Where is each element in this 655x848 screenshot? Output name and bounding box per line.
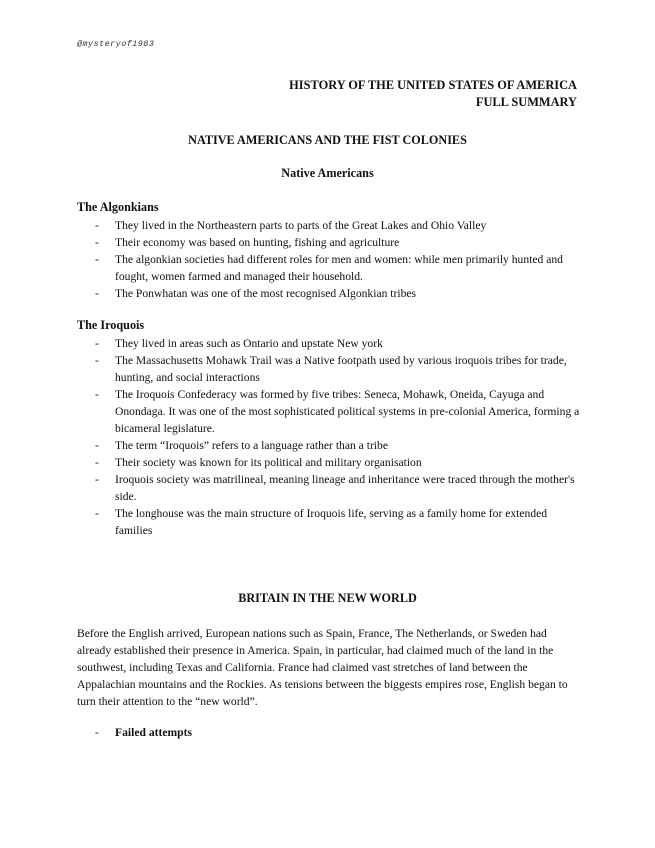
document-title (289, 77, 577, 111)
author-watermark: @mysteryof1983 (77, 39, 155, 49)
title-line-1: HISTORY OF THE UNITED STATES OF AMERICA (289, 78, 577, 92)
list-item: - They lived in areas such as Ontario and upstate New york (95, 337, 383, 350)
list-item: - The longhouse was the main structure of Iroquois life, serving as a family home for extended families (95, 507, 548, 537)
list-item: - The Massachusetts Mohawk Trail was a Native footpath used by various iroquois tribes for trade, hunting, and social interactions (95, 354, 567, 384)
algonkians-list (77, 217, 582, 302)
failed-attempts-item: - Failed attempts (95, 726, 192, 739)
britain-heading: BRITAIN IN THE NEW WORLD (238, 591, 417, 605)
algonkians-heading: The Algonkians (77, 200, 159, 214)
list-item: - The Ponwhatan was one of the most recognised Algonkian tribes (95, 287, 417, 300)
list-item: - Iroquois society was matrilineal, meaning lineage and inheritance were traced through the mother's side. (95, 473, 575, 503)
list-item: - The Iroquois Confederacy was formed by five tribes: Seneca, Mohawk, Oneida, Cayuga and Onondaga. It was one of the most sophisticated political systems in pre-colonial America, forming a bicameral legislature. (95, 388, 580, 435)
title-line-2: FULL SUMMARY (475, 95, 577, 109)
iroquois-list (77, 335, 582, 539)
list-item: - Their economy was based on hunting, fishing and agriculture (95, 236, 400, 249)
britain-paragraph: Before the English arrived, European nations such as Spain, France, The Netherlands, or Sweden had already established their presence in America. Spain, in particular, had claimed much of the land in the southwest, including Texas and California. France had claimed vast stretches of land between the Appalachian mountains and the Rockies. As tensions between the biggests empires rose, English began to turn their attention to the “new world”. (77, 627, 568, 708)
list-item: - They lived in the Northeastern parts to parts of the Great Lakes and Ohio Valley (95, 219, 487, 232)
section-heading: NATIVE AMERICANS AND THE FIST COLONIES (188, 133, 467, 147)
native-americans-heading: Native Americans (281, 166, 374, 180)
list-item: - The term “Iroquois” refers to a language rather than a tribe (95, 439, 388, 452)
list-item: - The algonkian societies had different roles for men and women: while men primarily hunted and fought, women farmed and managed their household. (95, 253, 563, 283)
list-item: - Their society was known for its political and military organisation (95, 456, 422, 469)
iroquois-heading: The Iroquois (77, 318, 145, 332)
